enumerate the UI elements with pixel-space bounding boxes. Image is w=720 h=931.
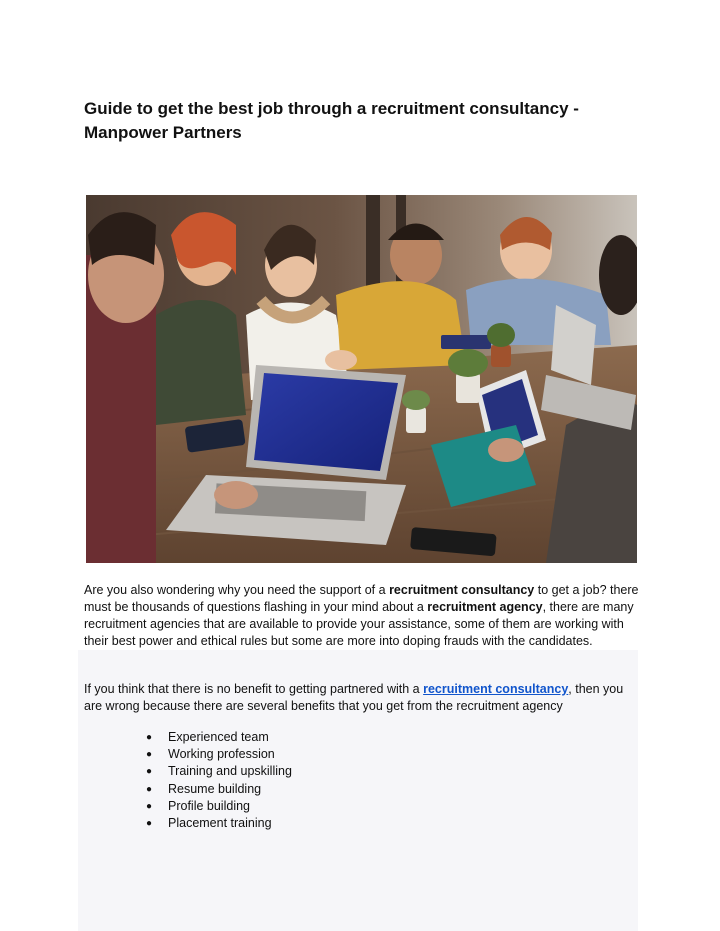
list-item: ● Profile building xyxy=(146,798,292,815)
page-title: Guide to get the best job through a recruitment consultancy - Manpower Partners xyxy=(84,99,579,142)
list-item: ● Resume building xyxy=(146,781,292,798)
list-item: ● Working profession xyxy=(146,746,292,763)
intro-text-2: to get a job? there must be thousands of questions flashing in your mind about a xyxy=(84,583,639,614)
list-item: ● Training and upskilling xyxy=(146,763,292,780)
intro-bold-recruitment-consultancy: recruitment consultancy xyxy=(389,583,535,597)
intro-paragraph xyxy=(84,582,640,650)
intro-bold-recruitment-agency: recruitment agency xyxy=(427,600,543,614)
benefits-list xyxy=(146,729,292,832)
list-item: ● Placement training xyxy=(146,815,292,832)
intro-text-3: , there are many recruitment agencies that are available to provide your assistance, some of them are working with their best power and ethical rules but some are more into doping frauds with the candidates. xyxy=(84,600,634,648)
benefits-intro-paragraph xyxy=(84,681,640,715)
benefits-intro-text-2: , then you are wrong because there are several benefits that you get from the recruitment agency xyxy=(84,682,624,713)
team-meeting-photo xyxy=(86,195,637,563)
intro-text-1: Are you also wondering why you need the support of a xyxy=(84,583,390,597)
list-item: ● Experienced team xyxy=(146,729,292,746)
recruitment-consultancy-link[interactable]: recruitment consultancy xyxy=(423,682,569,696)
benefits-intro-text-1: If you think that there is no benefit to getting partnered with a xyxy=(84,682,424,696)
